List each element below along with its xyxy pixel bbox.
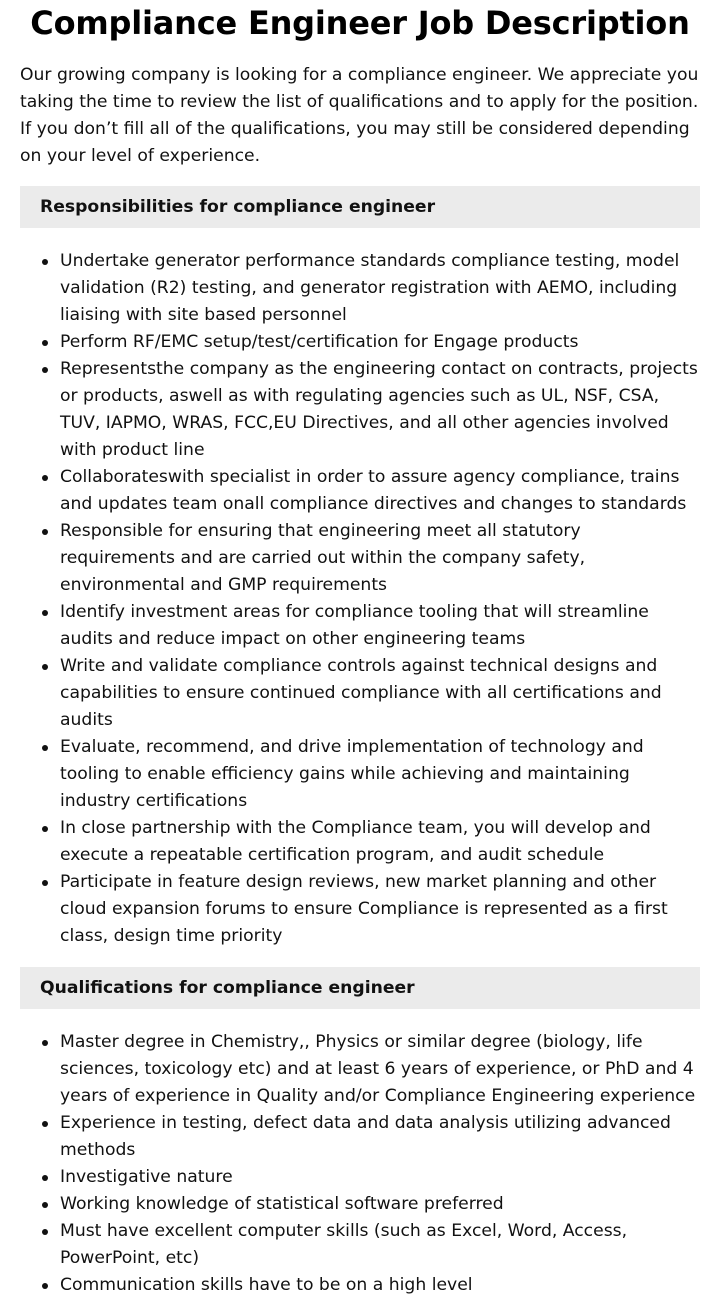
list-item: Investigative nature	[20, 1164, 700, 1191]
list-item: Collaborateswith specialist in order to assure agency compliance, trains and updates team onall compliance directives and changes to standards	[20, 464, 700, 518]
qualifications-list	[20, 1029, 700, 1299]
list-item: Write and validate compliance controls against technical designs and capabilities to ensure continued compliance with all certifications and audits	[20, 653, 700, 734]
list-item: Experience in testing, defect data and data analysis utilizing advanced methods	[20, 1110, 700, 1164]
qualifications-header	[20, 967, 700, 1009]
responsibilities-heading: Responsibilities for compliance engineer	[40, 197, 436, 217]
list-item: Undertake generator performance standards compliance testing, model validation (R2) testing, and generator registration with AEMO, including liaising with site based personnel	[20, 248, 700, 329]
list-item: Responsible for ensuring that engineering meet all statutory requirements and are carried out within the company safety, environmental and GMP requirements	[20, 518, 700, 599]
responsibilities-header	[20, 186, 700, 228]
qualifications-heading: Qualifications for compliance engineer	[40, 978, 415, 998]
list-item: Working knowledge of statistical software preferred	[20, 1191, 700, 1218]
list-item: Participate in feature design reviews, new market planning and other cloud expansion forums to ensure Compliance is represented as a first class, design time priority	[20, 869, 700, 950]
page-title: Compliance Engineer Job Description	[30, 4, 690, 42]
list-item: Evaluate, recommend, and drive implementation of technology and tooling to enable efficiency gains while achieving and maintaining industry certifications	[20, 734, 700, 815]
intro-paragraph: Our growing company is looking for a compliance engineer. We appreciate you taking the time to review the list of qualifications and to apply for the position. If you don’t fill all of the qualifications, you may still be considered depending on your level of experience.	[20, 65, 699, 166]
list-item: Communication skills have to be on a high level	[20, 1272, 700, 1299]
list-item: Representsthe company as the engineering contact on contracts, projects or products, aswell as with regulating agencies such as UL, NSF, CSA, TUV, IAPMO, WRAS, FCC,EU Directives, and all other agencies involved with product line	[20, 356, 700, 464]
responsibilities-list	[20, 248, 700, 950]
list-item: Identify investment areas for compliance tooling that will streamline audits and reduce impact on other engineering teams	[20, 599, 700, 653]
list-item: Master degree in Chemistry,, Physics or similar degree (biology, life sciences, toxicology etc) and at least 6 years of experience, or PhD and 4 years of experience in Quality and/or Compliance Engineering experience	[20, 1029, 700, 1110]
list-item: Must have excellent computer skills (such as Excel, Word, Access, PowerPoint, etc)	[20, 1218, 700, 1272]
list-item: In close partnership with the Compliance team, you will develop and execute a repeatable certification program, and audit schedule	[20, 815, 700, 869]
list-item: Perform RF/EMC setup/test/certification for Engage products	[20, 329, 700, 356]
